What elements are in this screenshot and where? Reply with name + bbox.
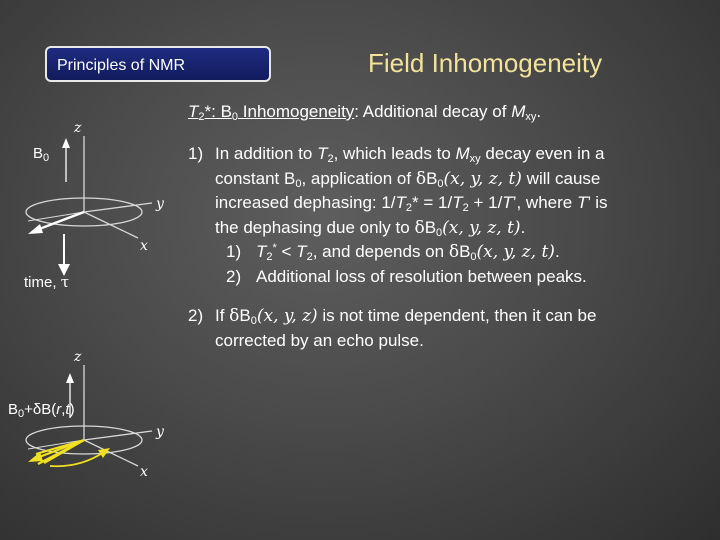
point1-line1: 1) In addition to $T_2$, which leads to $M_{xy}$ decay even in a (188, 144, 605, 165)
subpoint2: 2) Additional loss of resolution between peaks. (226, 266, 587, 286)
top-x-label: x (140, 238, 148, 254)
point1-line4: the dephasing due only to $\delta B_0(x$, y, z, t). (215, 217, 526, 239)
top-z-label: z (74, 120, 82, 136)
time-label: time, τ (24, 273, 69, 291)
slide-title: Field Inhomogeneity (368, 48, 603, 78)
point2-line2: corrected by an echo pulse. (215, 330, 424, 350)
bottom-z-label: z (74, 349, 82, 365)
body-text (188, 142, 688, 353)
top-y-label: y (156, 196, 164, 212)
subtitle-underlined: $T_2*$: $B_0$ Inhomogeneity (188, 102, 355, 123)
slide-subtitle: $T_2*$: $B_0$ Inhomogeneity: Additional decay of $M_{xy}$. (188, 102, 542, 123)
bottom-x-axis (84, 440, 138, 466)
point1-line3: increased dephasing: $1/T_2* = 1/T_2 + 1/T$’, where T’ is (215, 193, 608, 214)
bottom-x-label: x (140, 464, 148, 480)
point2-line1: 2) If $\delta B_0(x$, y, z) is not time dependent, then it can be (188, 306, 597, 327)
db-arrow-head (66, 373, 74, 383)
b0-plus-db-label: $B_0+\delta B(r,t)$ (8, 401, 75, 420)
topic-label: Principles of NMR (57, 57, 186, 74)
point1-line2: constant $B_0$, application of $\delta B_0(x$, y, z, t) will cause (215, 168, 601, 190)
bottom-y-label: y (156, 424, 164, 440)
subpoint1: 1) $T_2^* < T_2$, and depends on $\delta B_0(x$, y, z, t). (226, 242, 560, 263)
b0-label: $B_0$ (33, 145, 50, 164)
